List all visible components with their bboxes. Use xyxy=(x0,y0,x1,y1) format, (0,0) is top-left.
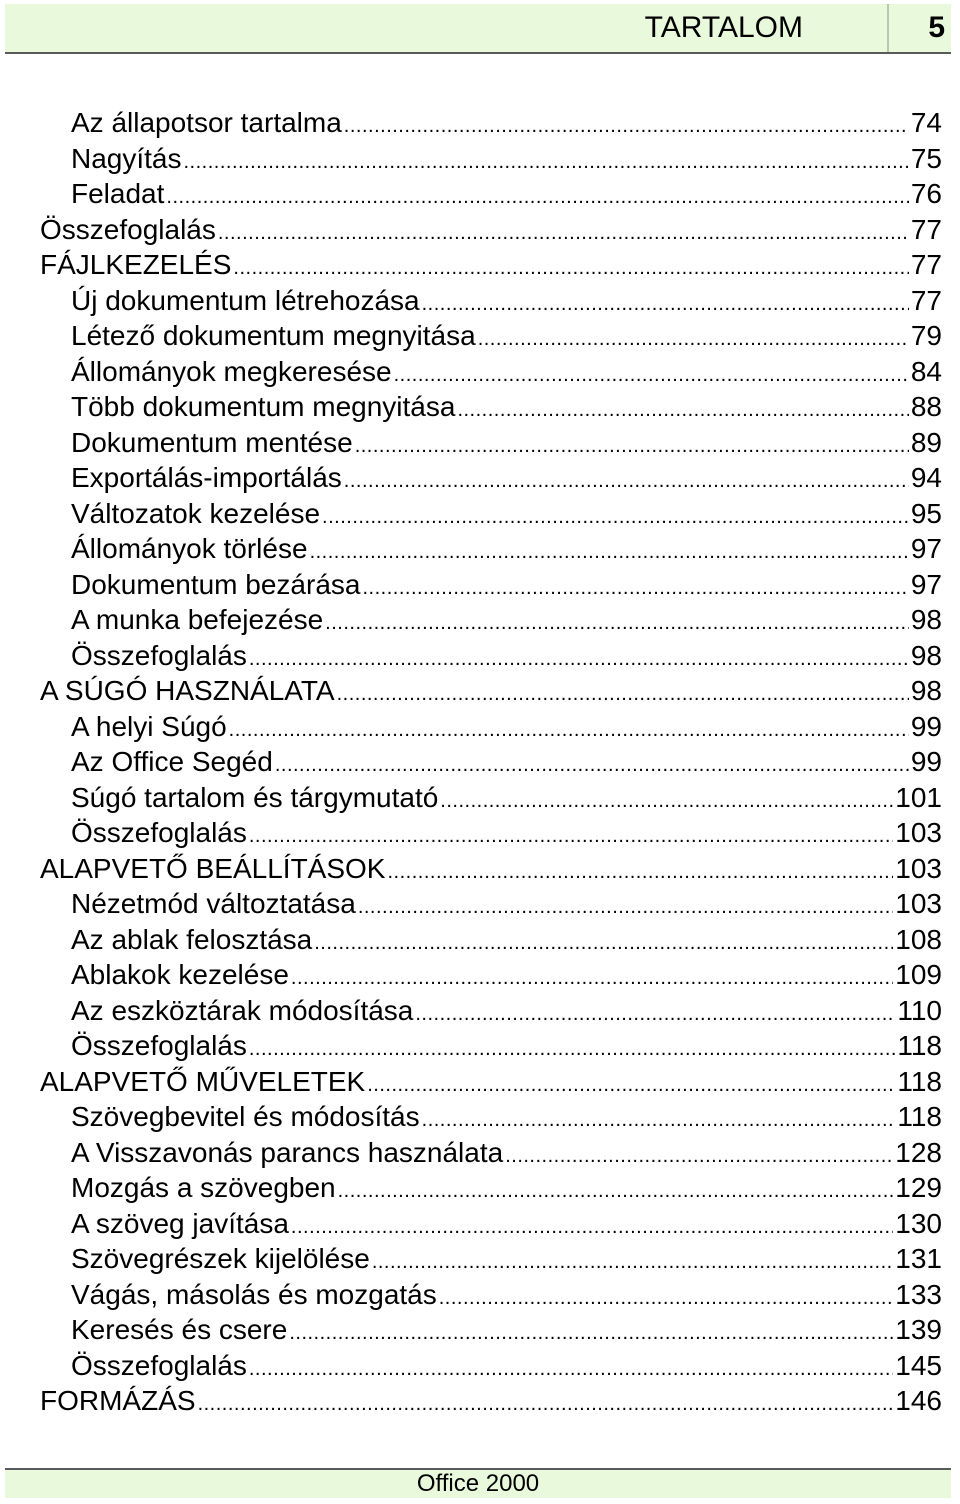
toc-entry xyxy=(0,283,960,319)
toc-entry xyxy=(0,1241,960,1277)
toc-leader xyxy=(184,145,909,181)
toc-leader xyxy=(322,500,909,536)
toc-entry xyxy=(0,105,960,141)
toc-entry-title: A Visszavonás parancs használata xyxy=(71,1136,504,1168)
toc-entry-page: 98 xyxy=(910,639,942,671)
toc-entry xyxy=(0,425,960,461)
toc-entry-page: 146 xyxy=(895,1385,942,1416)
toc-entry xyxy=(0,460,960,496)
toc-entry-page: 95 xyxy=(910,497,942,529)
toc-leader xyxy=(291,1210,893,1246)
toc-entry xyxy=(0,957,960,993)
toc-entry-title: A szöveg javítása xyxy=(71,1207,289,1239)
toc-entry-title: Nézetmód változtatása xyxy=(71,888,356,919)
toc-entry-page: 118 xyxy=(897,1065,942,1097)
toc-entry xyxy=(0,744,960,780)
toc-leader xyxy=(415,997,895,1033)
toc-entry-title: Feladat xyxy=(71,178,165,209)
toc-entry xyxy=(0,318,960,354)
toc-leader xyxy=(337,677,909,713)
toc-leader xyxy=(166,180,908,216)
toc-leader xyxy=(291,961,893,997)
toc-leader xyxy=(367,1068,895,1104)
toc-entry-page: 128 xyxy=(895,1136,942,1168)
toc-entry-page: 84 xyxy=(910,355,942,387)
toc-leader xyxy=(275,748,909,784)
toc-entry-title: Több dokumentum megnyitása xyxy=(71,391,456,422)
toc-entry xyxy=(0,602,960,638)
toc-leader xyxy=(218,216,909,252)
toc-leader xyxy=(310,535,909,571)
toc-entry-page: 98 xyxy=(910,675,942,706)
toc-leader xyxy=(344,464,909,500)
toc-entry xyxy=(0,496,960,532)
toc-leader xyxy=(249,819,893,855)
toc-entry-title: Dokumentum bezárása xyxy=(71,568,361,600)
toc-entry-title: Összefoglalás xyxy=(71,1349,247,1381)
toc-entry-page: 139 xyxy=(895,1314,942,1345)
toc-leader xyxy=(344,109,909,145)
toc-entry xyxy=(0,886,960,922)
toc-leader xyxy=(457,393,908,429)
toc-entry xyxy=(0,247,960,283)
toc-entry-page: 77 xyxy=(910,249,942,280)
toc-entry xyxy=(0,389,960,425)
table-of-contents xyxy=(0,105,960,1419)
toc-entry-title: Vágás, másolás és mozgatás xyxy=(71,1278,437,1310)
toc-leader xyxy=(358,890,893,926)
toc-entry xyxy=(0,1206,960,1242)
toc-entry xyxy=(0,709,960,745)
toc-entry-page: 129 xyxy=(895,1172,942,1203)
toc-entry-title: Nagyítás xyxy=(71,142,182,174)
toc-entry xyxy=(0,638,960,674)
toc-entry xyxy=(0,851,960,887)
page-footer xyxy=(5,1468,951,1498)
toc-leader xyxy=(338,1174,894,1210)
toc-entry xyxy=(0,141,960,177)
toc-entry-page: 77 xyxy=(910,284,942,316)
toc-leader xyxy=(355,429,909,465)
toc-entry-title: A helyi Súgó xyxy=(71,710,227,742)
toc-entry-title: Változatok kezelése xyxy=(71,497,321,529)
toc-entry-title: ALAPVETŐ MŰVELETEK xyxy=(40,1065,366,1097)
toc-leader xyxy=(249,1032,895,1068)
toc-entry-page: 79 xyxy=(910,320,942,351)
toc-entry xyxy=(0,1170,960,1206)
toc-entry-title: Összefoglalás xyxy=(40,213,216,245)
toc-entry-title: Keresés és csere xyxy=(71,1314,288,1345)
toc-entry-title: Exportálás-importálás xyxy=(71,462,342,493)
footer-text: Office 2000 xyxy=(416,1470,540,1497)
toc-entry-page: 145 xyxy=(895,1349,942,1381)
toc-leader xyxy=(439,1281,894,1317)
toc-entry-page: 103 xyxy=(895,817,942,848)
toc-entry xyxy=(0,815,960,851)
toc-entry xyxy=(0,1348,960,1384)
toc-entry-title: Mozgás a szövegben xyxy=(71,1172,336,1203)
header-title: TARTALOM xyxy=(644,11,803,44)
toc-leader xyxy=(422,287,909,323)
toc-entry xyxy=(0,212,960,248)
toc-entry-page: 97 xyxy=(910,533,942,564)
toc-entry xyxy=(0,1312,960,1348)
toc-entry-page: 118 xyxy=(897,1030,942,1061)
toc-entry-title: Új dokumentum létrehozása xyxy=(71,284,420,316)
toc-entry-page: 75 xyxy=(910,142,942,174)
toc-entry-page: 101 xyxy=(895,781,942,813)
toc-entry-page: 131 xyxy=(895,1243,942,1274)
toc-entry xyxy=(0,993,960,1029)
toc-entry-page: 89 xyxy=(910,426,942,458)
toc-leader xyxy=(233,251,908,287)
toc-entry-page: 74 xyxy=(910,107,942,138)
toc-entry-page: 133 xyxy=(895,1278,942,1310)
toc-leader xyxy=(440,784,893,820)
toc-leader xyxy=(289,1316,893,1352)
toc-leader xyxy=(249,642,909,678)
toc-entry xyxy=(0,531,960,567)
toc-leader xyxy=(422,1103,896,1139)
toc-entry-page: 130 xyxy=(895,1207,942,1239)
toc-entry-title: Dokumentum mentése xyxy=(71,426,353,458)
toc-entry-title: Összefoglalás xyxy=(71,639,247,671)
toc-entry-title: Állományok törlése xyxy=(71,533,308,564)
toc-entry xyxy=(0,1135,960,1171)
toc-entry xyxy=(0,673,960,709)
toc-entry xyxy=(0,922,960,958)
toc-entry-title: A SÚGÓ HASZNÁLATA xyxy=(40,675,335,706)
header-divider xyxy=(887,4,889,52)
toc-entry xyxy=(0,1383,960,1419)
toc-entry-page: 110 xyxy=(897,994,942,1026)
toc-entry-page: 94 xyxy=(910,462,942,493)
toc-entry-page: 103 xyxy=(895,852,942,884)
toc-entry-title: Összefoglalás xyxy=(71,817,247,848)
toc-entry-page: 98 xyxy=(910,604,942,635)
toc-leader xyxy=(394,358,909,394)
page-header xyxy=(5,4,951,54)
toc-entry-title: Szövegbevitel és módosítás xyxy=(71,1101,420,1132)
toc-entry xyxy=(0,354,960,390)
toc-entry-title: Az állapotsor tartalma xyxy=(71,107,342,138)
toc-leader xyxy=(372,1245,893,1281)
toc-entry-title: FORMÁZÁS xyxy=(40,1385,196,1416)
toc-entry-title: Állományok megkeresése xyxy=(71,355,392,387)
toc-entry-page: 103 xyxy=(895,888,942,919)
toc-leader xyxy=(325,606,909,642)
toc-leader xyxy=(229,713,909,749)
toc-entry-page: 76 xyxy=(910,178,942,209)
toc-entry-title: Az Office Segéd xyxy=(71,746,273,777)
toc-leader xyxy=(478,322,909,358)
toc-entry-title: ALAPVETŐ BEÁLLÍTÁSOK xyxy=(40,852,386,884)
toc-leader xyxy=(249,1352,893,1388)
toc-leader xyxy=(314,926,893,962)
toc-entry xyxy=(0,567,960,603)
toc-entry-title: Az eszköztárak módosítása xyxy=(71,994,414,1026)
toc-entry xyxy=(0,176,960,212)
toc-entry-title: A munka befejezése xyxy=(71,604,324,635)
toc-entry-title: Ablakok kezelése xyxy=(71,959,289,990)
toc-entry-title: Súgó tartalom és tárgymutató xyxy=(71,781,439,813)
toc-entry xyxy=(0,780,960,816)
toc-entry-page: 99 xyxy=(910,746,942,777)
toc-leader xyxy=(198,1387,894,1423)
toc-entry-title: Létező dokumentum megnyitása xyxy=(71,320,476,351)
toc-entry-page: 88 xyxy=(910,391,942,422)
toc-leader xyxy=(505,1139,893,1175)
toc-entry xyxy=(0,1099,960,1135)
toc-entry-title: Összefoglalás xyxy=(71,1030,247,1061)
toc-entry-page: 118 xyxy=(897,1101,942,1132)
header-page-number: 5 xyxy=(928,11,945,44)
toc-entry xyxy=(0,1064,960,1100)
toc-leader xyxy=(387,855,893,891)
toc-entry xyxy=(0,1028,960,1064)
toc-entry-title: Az ablak felosztása xyxy=(71,923,313,955)
toc-entry-title: Szövegrészek kijelölése xyxy=(71,1243,370,1274)
toc-entry-page: 108 xyxy=(895,923,942,955)
toc-entry-page: 97 xyxy=(910,568,942,600)
toc-entry-title: FÁJLKEZELÉS xyxy=(40,249,232,280)
toc-entry-page: 77 xyxy=(910,213,942,245)
toc-leader xyxy=(362,571,908,607)
toc-entry xyxy=(0,1277,960,1313)
toc-entry-page: 99 xyxy=(910,710,942,742)
toc-entry-page: 109 xyxy=(895,959,942,990)
